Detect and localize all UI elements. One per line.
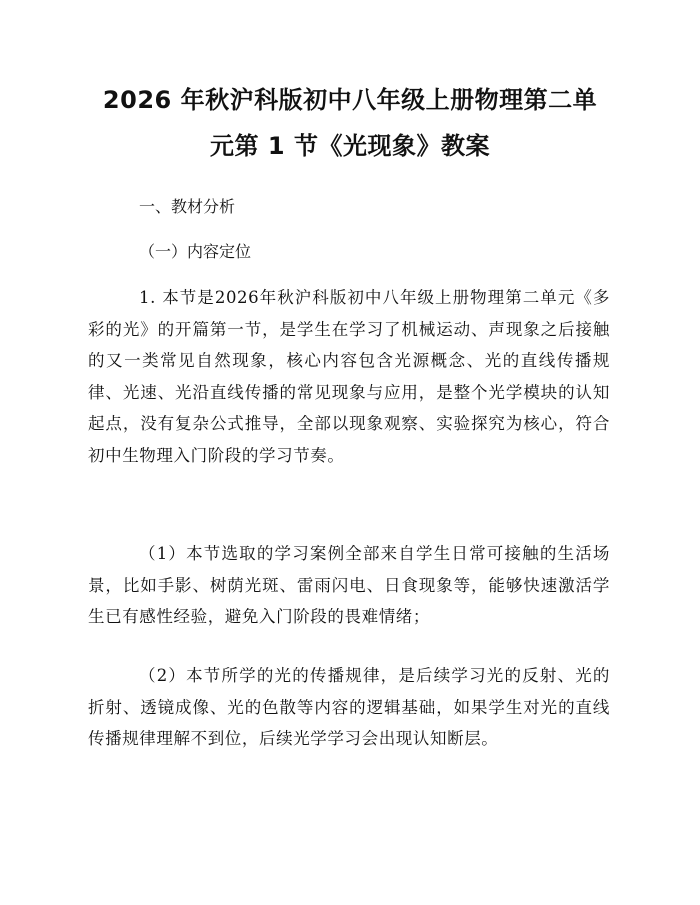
paragraph-content-positioning: 1. 本节是2026年秋沪科版初中八年级上册物理第二单元《多彩的光》的开篇第一节，是学生在学习了机械运动、声现象之后接触的又一类常见自然现象，核心内容包含光源概念、光的直线传播规律、光速、光沿直线传播的常见现象与应用，是整个光学模块的认知起点，没有复杂公式推导，全部以现象观察、实验探究为核心，符合初中生物理入门阶段的学习节奏。	[88, 288, 610, 465]
document-title-line-2: 元第 1 节《光现象》教案	[210, 132, 490, 160]
section-heading: 一、教材分析	[139, 197, 236, 216]
document-title-line-1: 2026 年秋沪科版初中八年级上册物理第二单	[102, 86, 598, 114]
paragraph-point-1: （1）本节选取的学习案例全部来自学生日常可接触的生活场景，比如手影、树荫光斑、雷雨闪电、日食现象等，能够快速激活学生已有感性经验，避免入门阶段的畏难情绪；	[88, 544, 610, 626]
paragraph-point-2: （2）本节所学的光的传播规律，是后续学习光的反射、光的折射、透镜成像、光的色散等内容的逻辑基础，如果学生对光的直线传播规律理解不到位，后续光学学习会出现认知断层。	[88, 666, 610, 748]
subsection-heading: （一）内容定位	[139, 242, 252, 261]
